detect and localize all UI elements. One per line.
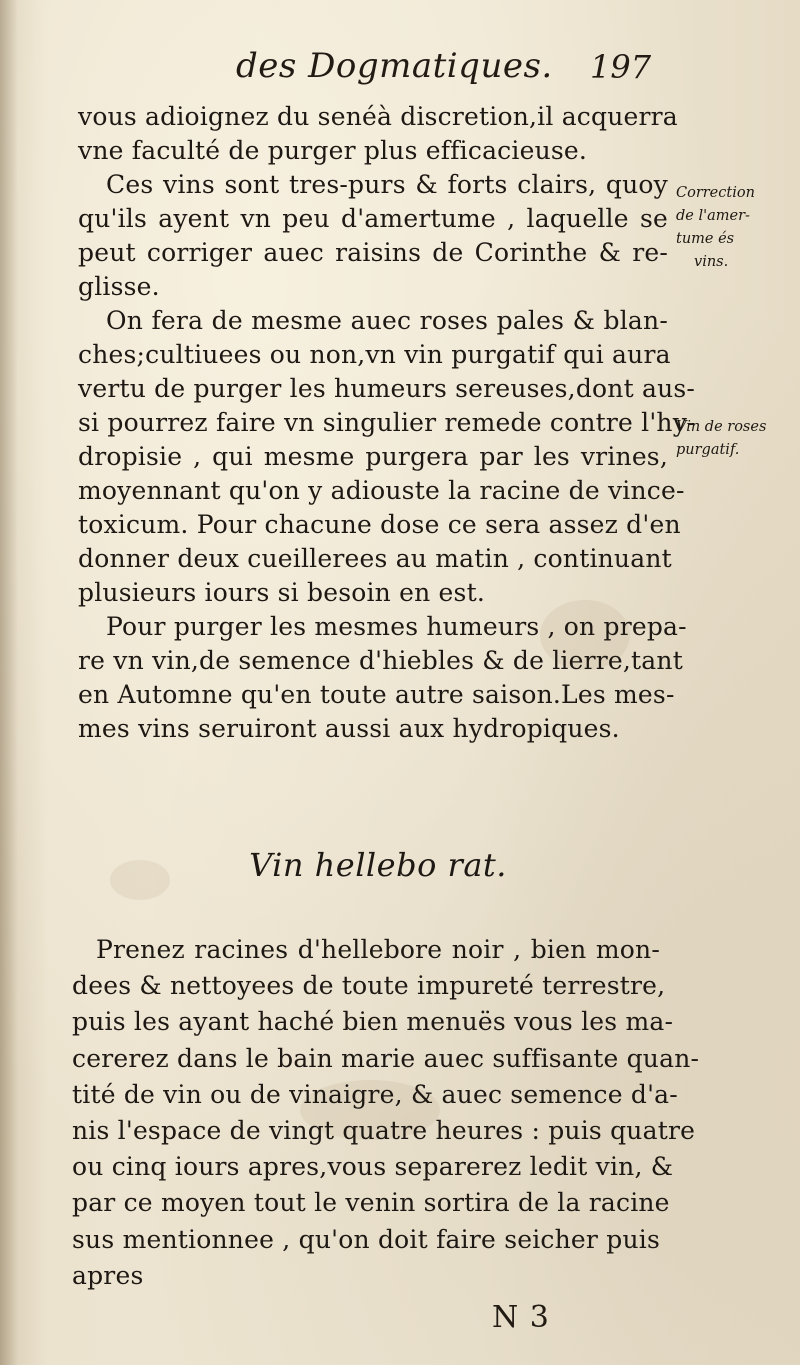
text-line: tité de vin ou de vinaigre, & auec semence d'a-: [72, 1079, 678, 1109]
text-line: ou cinq iours apres,vous separerez ledit vin, &: [72, 1152, 674, 1182]
text-line: On fera de mesme auec roses pales & blan-: [106, 306, 668, 335]
text-line: toxicum. Pour chacune dose ce sera assez d'en: [78, 510, 681, 539]
running-head: [0, 46, 800, 106]
text-line: mes vins seruiront aussi aux hydropiques.: [78, 714, 620, 743]
text-line: Prenez racines d'hellebore noir , bien mon-: [96, 935, 660, 964]
text-line: dees & nettoyees de toute impureté terrestre,: [72, 971, 666, 1001]
text-line: vertu de purger les humeurs sereuses,dont aus-: [78, 374, 696, 403]
text-line: moyennant qu'on y adiouste la racine de vince-: [78, 476, 685, 505]
text-line: Pour purger les mesmes humeurs , on prepa-: [106, 612, 687, 641]
text-line: donner deux cueillerees au matin , continuant: [78, 544, 672, 573]
text-line: puis les ayant haché bien menuës vous les ma-: [72, 1007, 674, 1037]
text-line: vous adioignez du senéà discretion,il acquerra: [78, 102, 678, 131]
text-line: vne faculté de purger plus efficacieuse.: [78, 136, 588, 165]
text-line: cererez dans le bain marie auec suffisante quan-: [72, 1043, 700, 1073]
text-line: en Automne qu'en toute autre saison.Les mes-: [78, 680, 675, 709]
page-number: 197: [590, 48, 652, 86]
text-line: sus mentionnee , qu'on doit faire seicher puis: [72, 1224, 660, 1254]
text-line: dropisie , qui mesme purgera par les vrines,: [78, 442, 668, 471]
section-heading: [0, 846, 800, 884]
text-line: Ces vins sont tres-purs & forts clairs, quoy: [106, 170, 668, 199]
text-line: re vn vin,de semence d'hiebles & de lierre,tant: [78, 646, 683, 675]
text-line: glisse.: [78, 272, 160, 301]
text-line: si pourrez faire vn singulier remede contre l'hy-: [78, 408, 696, 437]
margin-note-line: purgatif.: [676, 442, 740, 458]
signature-mark: N 3: [492, 1300, 550, 1335]
text-block-wine-purgatives: [78, 100, 696, 746]
margin-note-line: Vin de roses: [676, 419, 767, 435]
margin-note-vin-de-roses: [676, 416, 794, 462]
margin-note-line: tume és: [676, 231, 735, 247]
margin-note-line: de l'amer-: [676, 208, 750, 224]
section-heading-text: Vin hellebo rat.: [249, 846, 507, 884]
text-block-vin-hellebore: [72, 932, 700, 1294]
running-title: des Dogmatiques.: [236, 46, 553, 86]
text-line: plusieurs iours si besoin en est.: [78, 578, 485, 607]
margin-note-line: vins.: [694, 254, 729, 270]
margin-note-line: Correction: [676, 185, 755, 201]
text-line: peut corriger auec raisins de Corinthe & re-: [78, 238, 668, 267]
text-line: nis l'espace de vingt quatre heures : puis quatre: [72, 1115, 696, 1145]
text-line: par ce moyen tout le venin sortira de la racine: [72, 1188, 670, 1218]
page-gutter-shadow: [0, 0, 18, 1365]
margin-note-correction: [676, 182, 794, 274]
text-line: qu'ils ayent vn peu d'amertume , laquelle se: [78, 204, 668, 233]
text-line: apres: [72, 1260, 144, 1290]
text-line: ches;cultiuees ou non,vn vin purgatif qui aura: [78, 340, 671, 369]
